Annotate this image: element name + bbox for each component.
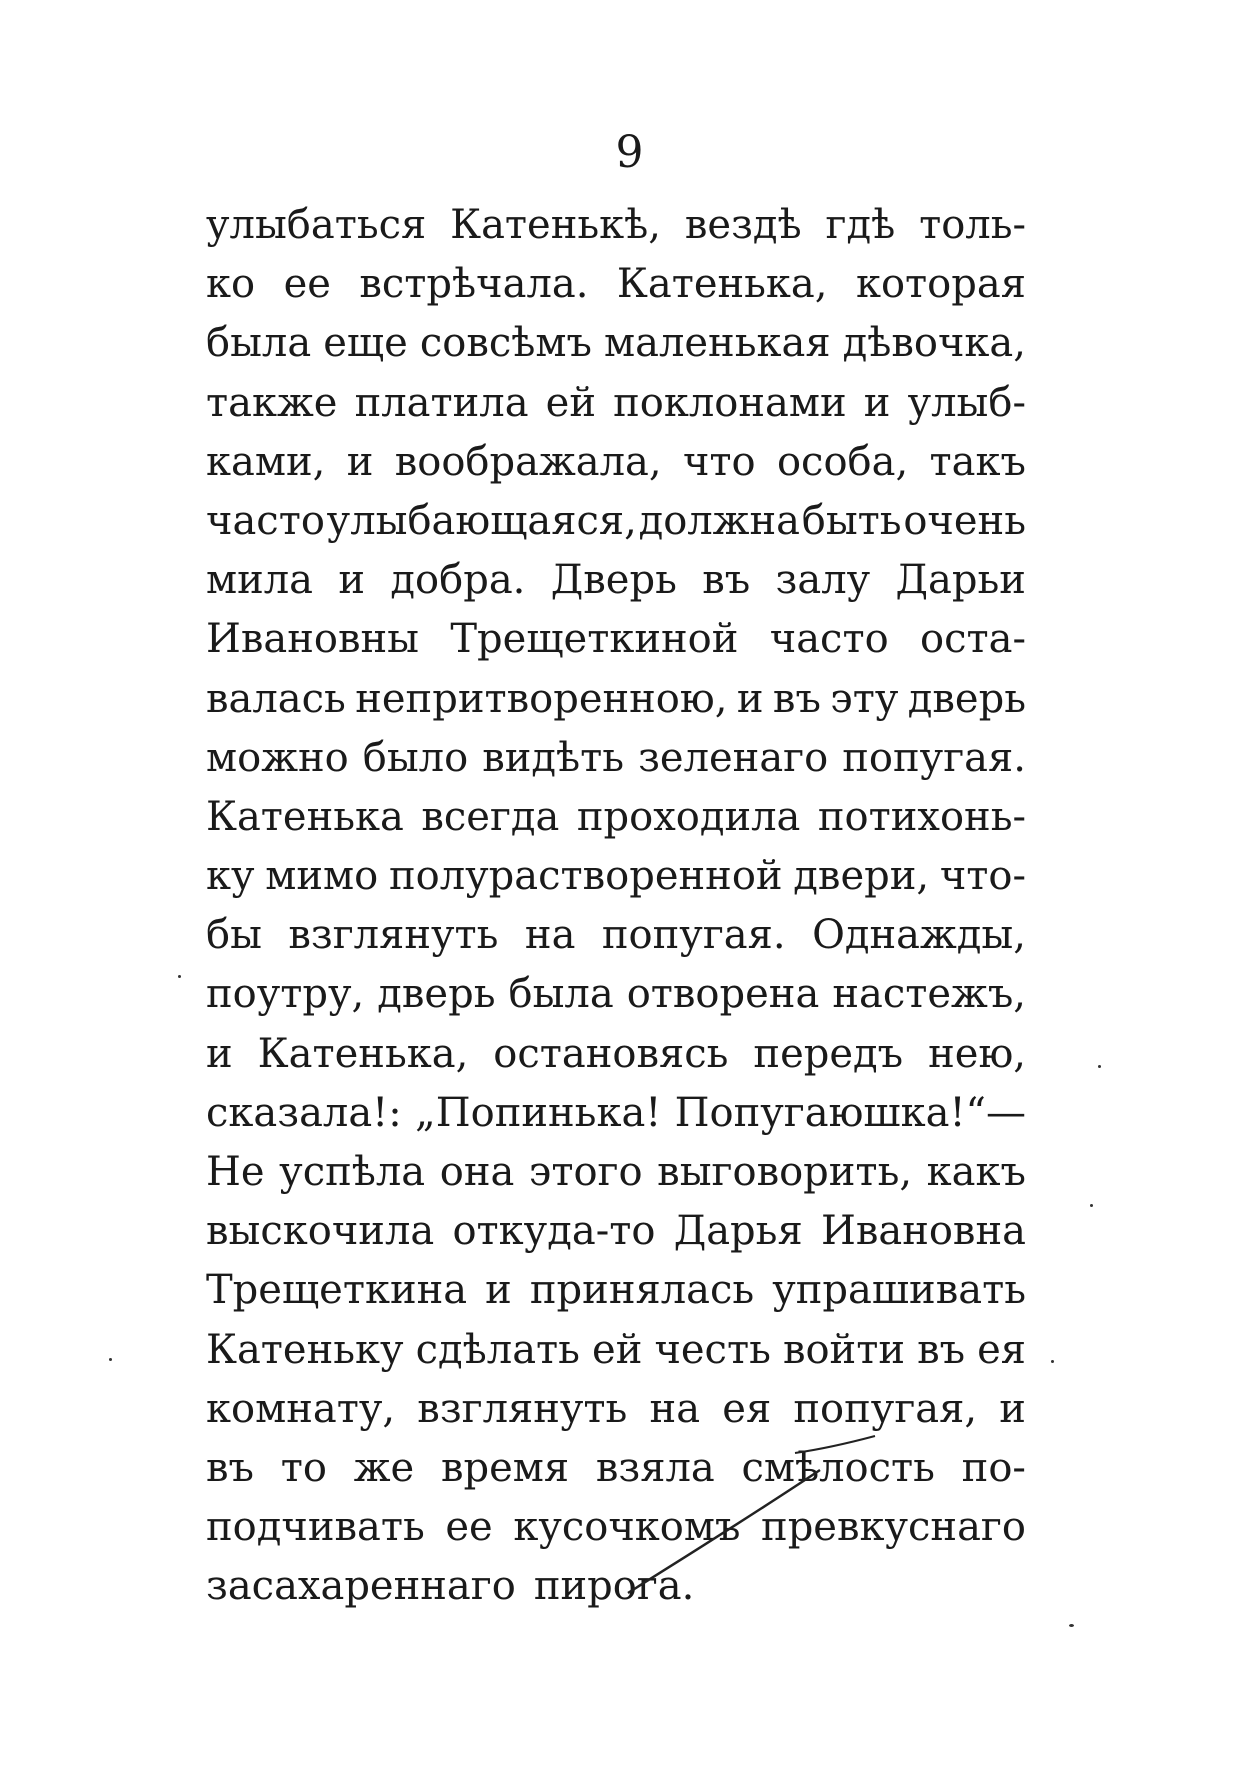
text-word: взглянуть [417, 1385, 628, 1432]
text-word: ее [445, 1504, 493, 1551]
text-word: же [353, 1444, 415, 1491]
text-word: что [682, 438, 756, 485]
text-line [206, 670, 1026, 729]
text-line [206, 492, 1026, 551]
text-line [206, 729, 1026, 788]
text-word: платила [354, 379, 529, 426]
text-word: честь [654, 1326, 771, 1373]
text-word: Катенькѣ, [450, 202, 662, 248]
text-line [206, 1025, 1026, 1084]
text-word: эту [830, 675, 899, 722]
text-word: упрашивать [772, 1267, 1026, 1314]
scan-speck [178, 975, 181, 978]
text-word: „Попинька! [415, 1089, 662, 1136]
text-word: откуда-то [452, 1208, 656, 1255]
text-word: проходила [576, 793, 801, 840]
text-word: ее [283, 261, 331, 308]
text-word: Однажды, [812, 912, 1026, 959]
text-word: Трещеткина [206, 1267, 468, 1314]
text-word: всегда [421, 793, 560, 840]
scan-speck [109, 1358, 112, 1361]
text-word: Попугаюшка!“— [674, 1089, 1026, 1136]
text-word: остановясь [493, 1030, 729, 1077]
text-word: въ [917, 1326, 966, 1373]
text-word: попугая, [793, 1385, 978, 1432]
text-word: и [346, 438, 374, 485]
text-line [206, 1439, 1026, 1498]
text-word: превкуснаго [761, 1504, 1026, 1551]
text-word: очень [903, 497, 1026, 544]
text-line [206, 314, 1026, 373]
text-line [206, 1321, 1026, 1380]
text-word: встрѣчала. [359, 261, 589, 308]
text-word: настежъ, [832, 971, 1026, 1018]
text-word: успѣла [279, 1149, 426, 1195]
text-word: пирога. [533, 1563, 695, 1610]
text-word: толь- [919, 202, 1026, 248]
text-word: поутру, [206, 971, 365, 1018]
text-word: ко [206, 261, 256, 308]
text-word: войти [782, 1326, 905, 1373]
text-line [206, 1202, 1026, 1261]
text-line [206, 1380, 1026, 1439]
text-line [206, 374, 1026, 433]
text-word: и [206, 1030, 233, 1077]
text-word: взглянуть [288, 912, 499, 959]
text-line [206, 1557, 1026, 1616]
text-line [206, 610, 1026, 669]
text-word: Ивановна [820, 1208, 1026, 1255]
text-word: Дверь [550, 557, 677, 604]
text-word: въ [772, 675, 821, 722]
text-word: нею, [928, 1030, 1026, 1077]
text-word: была [206, 320, 312, 367]
text-word: потихонь- [817, 793, 1026, 840]
body-text [206, 196, 1026, 1617]
text-word: ками, [206, 438, 326, 485]
text-word: улыбающаяся, [326, 497, 637, 544]
text-word: и [736, 675, 764, 722]
text-line [206, 1498, 1026, 1557]
text-word: и [338, 557, 366, 604]
scan-speck [1069, 1624, 1074, 1627]
scan-speck [1090, 1204, 1093, 1207]
text-word: залу [775, 557, 871, 604]
text-word: комнату, [206, 1385, 396, 1432]
text-word: Катенька, [257, 1030, 469, 1077]
text-word: этого [528, 1149, 643, 1195]
text-line [206, 1084, 1026, 1143]
text-word: оста- [920, 616, 1026, 663]
text-word: особа, [776, 438, 909, 485]
text-word: что- [939, 853, 1026, 900]
text-word: кусочкомъ [513, 1504, 741, 1551]
text-word: зеленаго [638, 734, 829, 781]
text-word: двери, [793, 853, 930, 900]
text-word: мила [206, 557, 314, 604]
text-word: гдѣ [825, 202, 896, 248]
text-word: Трещеткиной [450, 616, 739, 663]
text-word: поклонами [613, 379, 847, 426]
text-line [206, 847, 1026, 906]
text-word: маленькая [604, 320, 831, 367]
text-word: сказала!: [206, 1089, 402, 1136]
text-word: добра. [390, 557, 526, 604]
text-word: часто [769, 616, 889, 663]
text-line [206, 965, 1026, 1024]
text-word: попугая. [601, 912, 786, 959]
text-word: Не [206, 1149, 265, 1195]
text-word: выговорить, [657, 1149, 913, 1195]
text-word: взяла [595, 1444, 715, 1491]
text-word: время [440, 1444, 570, 1491]
text-word: дѣвочка, [842, 320, 1026, 367]
text-word: валась [206, 675, 346, 722]
text-word: Дарьи [895, 557, 1026, 604]
text-word: Катенька, [616, 261, 828, 308]
text-word: на [649, 1385, 701, 1432]
text-word: на [524, 912, 576, 959]
text-word: и [999, 1385, 1026, 1432]
text-word: сдѣлать [415, 1326, 580, 1373]
text-word: и [485, 1267, 512, 1314]
text-word: мимо [265, 853, 379, 900]
text-word: она [439, 1149, 515, 1195]
text-word: Ивановны [206, 616, 420, 663]
text-word: бы [206, 912, 262, 959]
text-word: совсѣмъ [419, 320, 592, 367]
text-word: какъ [926, 1149, 1026, 1195]
text-line [206, 255, 1026, 314]
text-word: полурастворенной [388, 853, 783, 900]
text-word: Дарья [673, 1208, 803, 1255]
scan-speck [1051, 1360, 1054, 1363]
text-word: засахареннаго [206, 1563, 516, 1610]
text-word: которая [855, 261, 1026, 308]
text-word: улыбаться [206, 202, 427, 248]
text-word: такъ [929, 438, 1026, 485]
text-line [206, 906, 1026, 965]
text-word: ей [592, 1326, 643, 1373]
text-word: выскочила [206, 1208, 435, 1255]
text-word: попугая. [842, 734, 1026, 781]
text-word: улыб- [907, 379, 1026, 426]
text-word: воображала, [394, 438, 662, 485]
text-word: была [508, 971, 614, 1018]
text-word: Катеньку [206, 1326, 404, 1373]
text-word: ей [545, 379, 597, 426]
text-word: быть [801, 497, 902, 544]
text-word: въ [702, 557, 751, 604]
text-word: ея [977, 1326, 1026, 1373]
text-word: было [362, 734, 469, 781]
text-line [206, 551, 1026, 610]
text-word: вездѣ [684, 202, 802, 248]
text-word: должна [638, 497, 800, 544]
text-word: непритворенною, [355, 675, 728, 722]
text-word: отворена [626, 971, 820, 1018]
text-line [206, 1261, 1026, 1320]
text-word: также [206, 379, 338, 426]
scan-speck [1098, 1065, 1101, 1068]
text-word: еще [323, 320, 408, 367]
text-word: дверь [377, 971, 496, 1018]
text-word: по- [961, 1444, 1026, 1491]
text-word: Катенька [206, 793, 404, 840]
text-line [206, 1143, 1026, 1202]
text-word: ку [206, 853, 255, 900]
text-word: ея [722, 1385, 772, 1432]
text-word: можно [206, 734, 349, 781]
text-word: видѣть [482, 734, 625, 781]
text-word: часто [206, 497, 325, 544]
text-word: то [280, 1444, 327, 1491]
text-word: передъ [753, 1030, 904, 1077]
text-word: смѣлость [741, 1444, 935, 1491]
text-word: подчивать [206, 1504, 425, 1551]
text-line [206, 433, 1026, 492]
text-word: въ [206, 1444, 254, 1491]
text-word: принялась [529, 1267, 755, 1314]
text-word: дверь [907, 675, 1026, 722]
text-line [206, 196, 1026, 255]
page-number: 9 [615, 127, 644, 178]
text-line [206, 788, 1026, 847]
text-word: и [863, 379, 891, 426]
